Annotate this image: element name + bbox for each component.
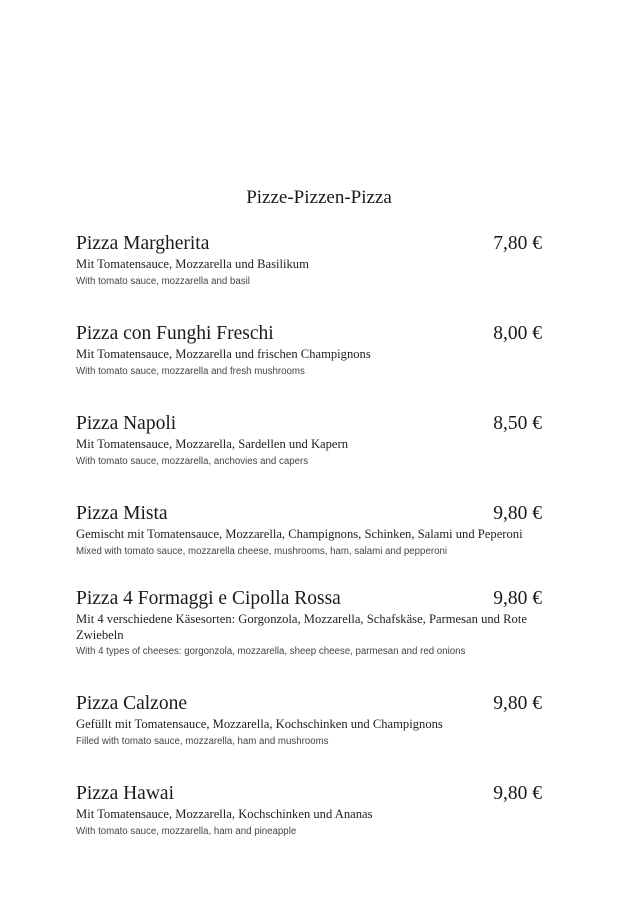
item-name: Pizza 4 Formaggi e Cipolla Rossa xyxy=(76,588,341,609)
item-header xyxy=(76,232,542,256)
menu-item-funghi-freschi xyxy=(76,322,542,378)
menu-item-hawai xyxy=(76,782,542,838)
item-description-english: With tomato sauce, mozzarella, anchovies and capers xyxy=(76,455,309,467)
item-description-german: Mit Tomatensauce, Mozzarella und Basilikum xyxy=(76,257,309,271)
item-description-german: Gemischt mit Tomatensauce, Mozzarella, Champignons, Schinken, Salami und Peperoni xyxy=(76,527,523,541)
item-header xyxy=(76,502,542,526)
item-name: Pizza Hawai xyxy=(76,783,174,804)
item-description-english: With 4 types of cheeses: gorgonzola, mozzarella, sheep cheese, parmesan and red onions xyxy=(76,646,466,657)
item-description-german: Mit 4 verschiedene Käsesorten: Gorgonzola, Mozzarella, Schafskäse, Parmesan und Rote Zwiebeln xyxy=(76,612,527,642)
item-name: Pizza con Funghi Freschi xyxy=(76,323,274,344)
item-price: 8,00 € xyxy=(493,323,542,344)
item-description-german: Mit Tomatensauce, Mozzarella, Kochschinken und Ananas xyxy=(76,807,373,821)
item-description-english: With tomato sauce, mozzarella and fresh mushrooms xyxy=(76,365,305,377)
item-name: Pizza Napoli xyxy=(76,413,177,434)
item-price: 9,80 € xyxy=(493,588,542,609)
item-price: 7,80 € xyxy=(493,233,542,254)
item-description-english: With tomato sauce, mozzarella and basil xyxy=(76,275,250,287)
menu-item-margherita xyxy=(76,232,542,288)
item-description-english: Filled with tomato sauce, mozzarella, ham and mushrooms xyxy=(76,735,329,747)
item-name: Pizza Mista xyxy=(76,503,168,524)
menu-item-calzone xyxy=(76,692,542,748)
item-price: 9,80 € xyxy=(493,503,542,524)
item-description-german: Gefüllt mit Tomatensauce, Mozzarella, Kochschinken und Champignons xyxy=(76,717,443,731)
item-description-english: Mixed with tomato sauce, mozzarella cheese, mushrooms, ham, salami and pepperoni xyxy=(76,545,447,557)
item-description-english: With tomato sauce, mozzarella, ham and pineapple xyxy=(76,825,297,837)
menu-item-4-formaggi xyxy=(76,587,542,658)
item-price: 8,50 € xyxy=(493,413,542,434)
item-header xyxy=(76,692,542,716)
item-price: 9,80 € xyxy=(493,783,542,804)
item-name: Pizza Calzone xyxy=(76,693,187,714)
menu-item-napoli xyxy=(76,412,542,468)
item-header xyxy=(76,322,542,346)
item-name: Pizza Margherita xyxy=(76,233,210,254)
item-header xyxy=(76,412,542,436)
item-header xyxy=(76,587,542,611)
menu-item-mista xyxy=(76,502,542,558)
item-description-german: Mit Tomatensauce, Mozzarella und frischen Champignons xyxy=(76,347,371,361)
page-title: Pizze-Pizzen-Pizza xyxy=(246,187,392,208)
item-price: 9,80 € xyxy=(493,693,542,714)
item-header xyxy=(76,782,542,806)
item-description-german: Mit Tomatensauce, Mozzarella, Sardellen und Kapern xyxy=(76,437,349,451)
